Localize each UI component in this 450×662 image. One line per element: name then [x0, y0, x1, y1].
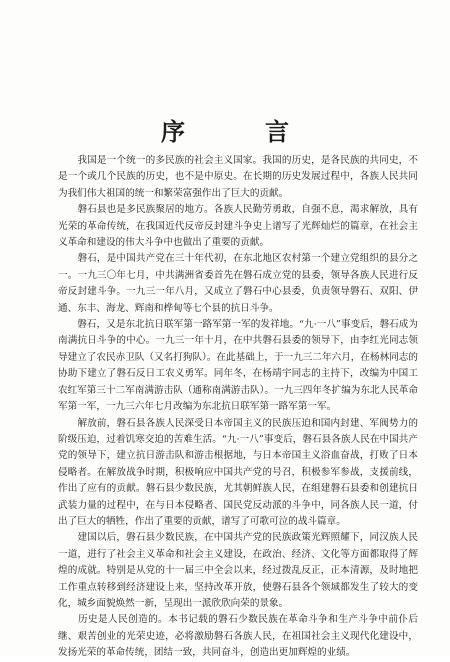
preface-body — [58, 153, 418, 662]
paragraph: 磐石，是中国共产党在三十年代初，在东北地区农村第一个建立党组织的县分之一。一九三〇年七月，中共满洲省委首先在磐石成立党的县委，领导各族人民进行反帝反封建斗争。一九三一年八月，又成立了磐石中心县委，负责领导磐石、双阳、伊通、东丰、海龙、辉南和桦甸等七个县的抗日斗争。 — [58, 253, 418, 314]
paragraph: 磐石县也是多民族聚居的地方。各族人民勤劳勇敢，自强不息，渴求解放，具有光荣的革命传统，在我国近代反帝反封建斗争史上谱写了光辉灿烂的篇章，在社会主义革命和建设的伟大斗争中也做出了重要的贡献。 — [58, 204, 418, 249]
page-title: 序 言 — [161, 117, 317, 146]
paragraph: 解放前，磐石县各族人民深受日本帝国主义的民族压迫和国内封建、军阀势力的阶级压迫，过着饥寒交迫的苦难生活。“九·一八”事变后，磐石县各族人民在中国共产党的领导下，建立抗日游击队和游击根据地，与日本帝国主义浴血奋战，打败了日本侵略者。在解放战争时期，积极响应中国共产党的号召，积极参军参战，支援前线，作出了应有的贡献。磐石县少数民族，尤其朝鲜族人民，在组建磐石县委和创建抗日武装力量的过程中，在与日本侵略者、国民党反动派的斗争中，同各族人民一道，付出了巨大的牺牲，作出了重要的贡献，谱写了可歌可泣的战斗篇章。 — [58, 417, 418, 527]
paragraph: 历史是人民创造的。本书记载的磐石少数民族在革命斗争和生产斗争中前仆后继、艰苦创业的光荣史迹，必将激励磐石各族人民，在祖国社会主义现代化建设中，发扬光荣的革命传统，团结一致，共同奋斗，创造出更加辉煌的业绩。 — [58, 614, 418, 659]
paragraph: 磐石，又是东北抗日联军第一路军第一军的发祥地。“九·一八”事变后，磐石成为南满抗日斗争的中心。一九三一年十月，在中共磐石县委的领导下，由李红光同志领导建立了农民赤卫队（又名打狗队）。在此基础上，于一九三二年六月，在杨林同志的协助下建立了磐石反日工农义勇军。同年冬，在杨靖宇同志的主持下，改编为中国工农红军第三十二军南满游击队（通称南满游击队）。一九三四年冬扩编为东北人民革命军第一军，一九三六年七月改编为东北抗日联军第一路军第一军。 — [58, 319, 418, 413]
paragraph: 建国以后，磐石县少数民族，在中国共产党的民族政策光辉照耀下，同汉族人民一道，进行了社会主义革命和社会主义建设，在政治、经济、文化等方面都取得了辉煌的成就。特别是从党的十一届三中全会以来，经过拨乱反正，正本清源，及时地把工作重点转移到经济建设上来，坚持改革开放，使磐石县各个领域都发生了较大的变化，城乡面貌焕然一新，呈现出一派欣欣向荣的景象。 — [58, 532, 418, 609]
paragraph: 我国是一个统一的多民族的社会主义国家。我国的历史，是各民族的共同史，不是一个或几个民族的历史，也不是中原史。在长期的历史发展过程中，各族人民共同为我们伟大祖国的统一和繁荣富强作出了巨大的贡献。 — [58, 155, 418, 199]
